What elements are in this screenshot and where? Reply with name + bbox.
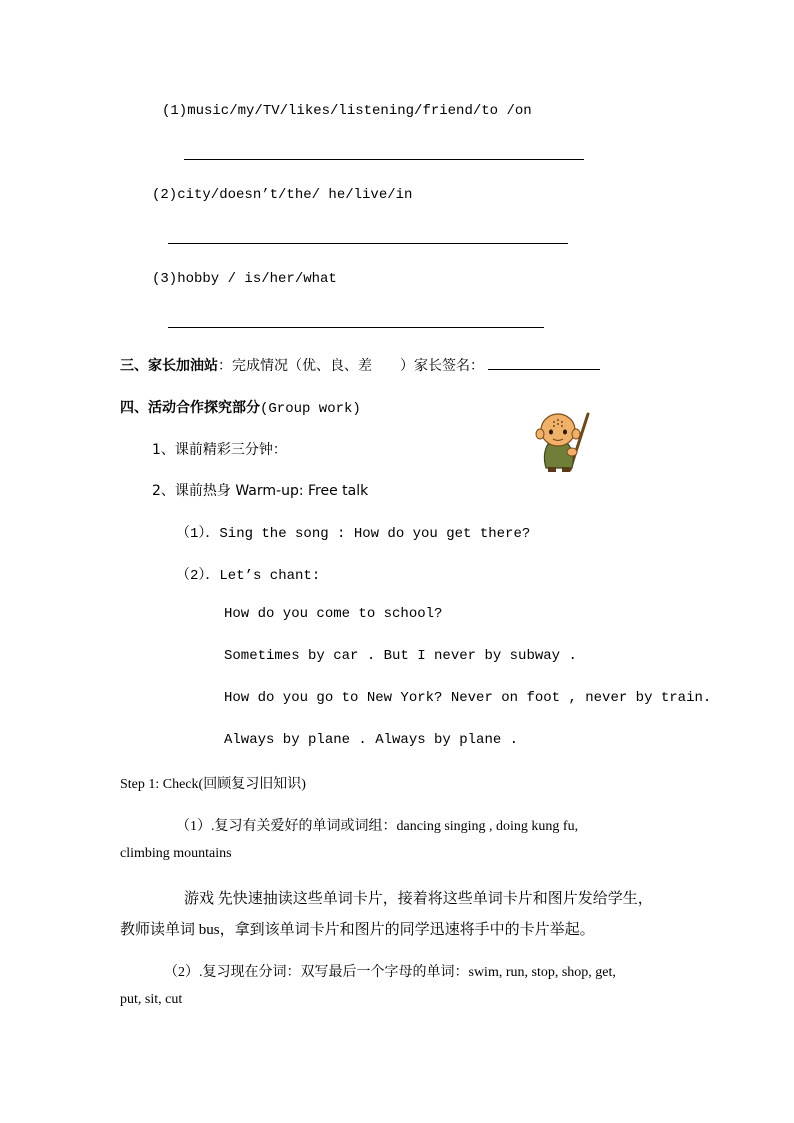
- section-3-text: ：完成情况（优、良、差 ）家长签名：: [218, 358, 484, 374]
- item-2: 2、课前热身 Warm-up: Free talk: [152, 483, 369, 499]
- chant-line-4: Always by plane . Always by plane .: [224, 732, 519, 748]
- answer-line-3: [168, 327, 544, 328]
- step-1-para-2-line-2: put, sit, cut: [120, 992, 183, 1007]
- sub-item-1: （1）．Sing the song : How do you get there?: [176, 526, 531, 542]
- exercise-2: (2)city/doesn’t/the/ he/live/in: [152, 187, 413, 203]
- exercise-1: (1)music/my/TV/likes/listening/friend/to /on: [162, 103, 532, 119]
- step-1-para-1-line-2: climbing mountains: [120, 846, 232, 861]
- exercise-3: (3)hobby / is/her/what: [152, 271, 337, 287]
- answer-line-1: [184, 159, 584, 160]
- sub-item-2: （2）．Let’s chant:: [176, 568, 321, 584]
- chant-line-1: How do you come to school?: [224, 606, 443, 622]
- section-4-heading-en: (Group work): [260, 401, 361, 417]
- game-line-2: 教师读单词 bus，拿到该单词卡片和图片的同学迅速将手中的卡片举起。: [120, 922, 595, 938]
- section-3-heading: 三、家长加油站: [120, 358, 218, 374]
- item-1: 1、课前精彩三分钟：: [152, 442, 287, 458]
- signature-blank: [488, 355, 600, 370]
- chant-line-3: How do you go to New York? Never on foot , never by train.: [224, 690, 712, 706]
- monk-cartoon-image: [526, 410, 594, 474]
- chant-line-2: Sometimes by car . But I never by subway .: [224, 648, 577, 664]
- answer-line-2: [168, 243, 568, 244]
- section-4-line: [120, 397, 361, 417]
- step-1-para-2-line-1: （2）.复习现在分词：双写最后一个字母的单词：swim, run, stop, shop, get,: [164, 965, 616, 980]
- step-1-para-1-line-1: （1）.复习有关爱好的单词或词组：dancing singing , doing kung fu,: [176, 819, 579, 834]
- section-3-line: [120, 355, 600, 375]
- game-line-1: 游戏 先快速抽读这些单词卡片，接着将这些单词卡片和图片发给学生，: [184, 891, 653, 907]
- section-4-heading: 四、活动合作探究部分: [120, 400, 260, 416]
- step-1-title: Step 1: Check(回顾复习旧知识): [120, 777, 306, 792]
